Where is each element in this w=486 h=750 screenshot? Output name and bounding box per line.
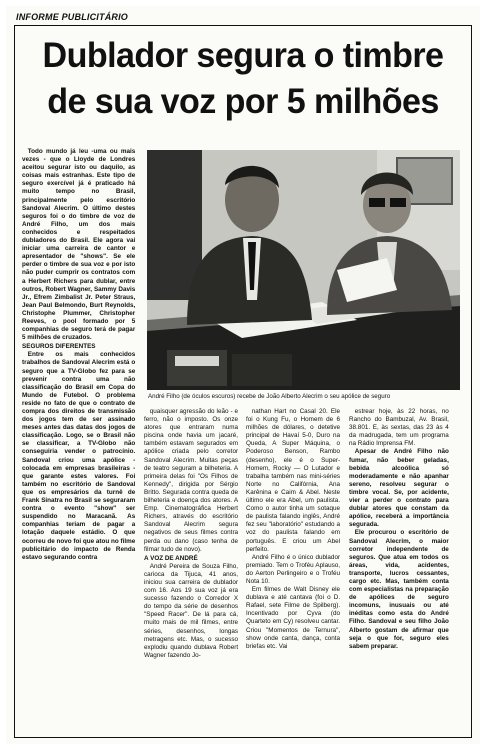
photo-caption: André Filho (de óculos escuros) recebe de João Alberto Alecrim o seu apólice de seguro [148,393,391,400]
section-tag: INFORME PUBLICITÁRIO [16,12,128,22]
subhead-voz: A VOZ DE ANDRÉ [144,554,198,562]
paragraph-estreia: estrear hoje, às 22 horas, no Rancho do Bambuzal, Av. Brasil, 38.801. E, às sextas, das 23 às 4 da madrugada, tem um programa na Rádio Imprensa FM. [349,408,449,448]
column-1 [22,148,135,730]
paragraph-seguros: Entre os mais conhecidos trabalhos de Sandoval Alecrim está o seguro que a TV-Globo fez para se prevenir contra uma não classificação do Brasil em Copa do Mundo de Futebol. O problema reside no fato de que o contrato de compra dos direitos de transmissão dos jogos tem de ser assinado meses antes das datas dos jogos de classificação. Logo, se o Brasil não se classificar, a TV-Globo não conseguiria vender o patrocínio. Sandoval criou uma apólice - colocada em empresas brasileiras - que garante estes valores. Foi também no escritório de Sandoval que os empresários da turnê de Frank Sinatra no Brasil se seguraram contra o evento "show" ser suspendido no Maracanã. As companhias teriam de pagar a lotação daquele estádio. O que ocorreu de novo foi que atou no filme publicitário do impacto de Renda estavo segurando contra [22,351,136,561]
subhead-seguros: SEGUROS DIFERENTES [22,343,96,351]
paragraph-escritorio: Ele procurou o escritório de Sandoval Alecrim, o maior corretor independente de seguros. Que atua em todos os áreas, vida, acidentes, transporte, lucros cessantes, cargo etc. Mas, também conta com especialistas na preparação de apólices de seguro incomuns, inusuais ou até inéditas como esta do André Filho. Sandoval e seu filho João Alberto gostam de afirmar que seja o que for, seguro eles sabem preparar. [349,529,449,650]
intro-paragraph: Todo mundo já leu -uma ou mais vezes - que o Lloyde de Londres aceitou segurar isto ou daquilo, as coisas mais estranhas. Este tipo de seguro exercível já é praticado há muito tempo no Brasil, principalmente pelo escritório Sandoval Alecrim. O último destes seguros foi o do timbre de voz de André Filho, um dos mais conhecidos e respeitados dubladores do Brasil. Ele agora vai iniciar uma carreira de cantor e apresentador de "shows". Se ele perder o timbre de sua voz e por isto não puder cumprir os contratos com a Herbert Richers para dublar, entre outros, Robert Wagner, Sammy Davis Jr., Efrem Zimbalist Jr. Peter Straus, Jean Paul Belmondo, Burt Reynolds, Christophe Plummer, Christopher Reeves, o pool formado por 5 companhias de seguro terá de pagar 5 milhões de cruzados. [22,148,136,342]
column-3 [246,408,340,732]
newspaper-page [6,6,480,744]
headline [29,32,457,124]
headline-line-2: de sua voz por 5 milhões [47,81,439,121]
paragraph-premiado: André Filho é o único dublador premiado. Tem o Troféu Aplauso, do Aerton Perlingeiro e o Troféu Nota 10. [246,553,341,585]
paragraph-timbre: Apesar de André Filho não fumar, não beber geladas, bebida alcoólica só moderadamente e não apanhar sereno, resolveu segurar o timbre vocal. Se, por acidente, vier a perder o contrato para dublar atores que constam da apólice, receberá a importância segurada. [349,448,449,529]
paragraph-disney: Em filmes de Walt Disney ele dublava e até cantava (foi o D. Rafael, sete Filme de Spilberg). Incentivado por Cyva (do Quarteto em Cy) resolveu cantar. Criou "Momentos de Ternura", show onde canta, dança, conta briefas etc. Vai [246,586,341,650]
paragraph-voz: André Pereira de Souza Filho, carioca da Tijuca, 41 anos, iniciou sua carreira de dublador com 16. Aos 19 sua voz já era sucesso fazendo o Corredor X do tempo da série de desenhos "Speed Racer". De lá para cá, muito mais de mil filmes, entre séries, desenhos, longas metragens etc. Mas, o sucesso explodiu quando dublava Robert Wagner fazendo Jo- [144,562,239,659]
column-4 [349,408,449,732]
paragraph-hart: nathan Hart no Casal 20. Ele foi o Kung Fu, o Homem de 6 milhões de dólares, o detetive principal de Havaí 5-0, Duro na Queda, A Super Máquina, o Poderoso Benson, Rambo (desenho), ele é o Super-Homem, Rocky — O Lutador e trabalha também nas mini-séries Norte no Califórnia, Ana Karênina e Caim & Abel. Neste último ele era Abel, um paulista. Como o autor tinha um sotaque de paulista falando inglês, André fez seu "laboratório" estudando a voz do paulista falando em português. E criou um Abel perfeito. [246,408,341,553]
paragraph-leao: quaisquer agressão do leão - e ferro, não o imposto. Os onze atores que entraram numa piscina onde havia um jacaré, também estavam segurados em apólice criada pelo corretor Sandoval Alecrim. Muitas peças de teatro seguram a bilheteria. A primeira delas foi "Os Filhos de Kennedy", dirigida por Sérgio Britto. Segurada contra queda de bilheteria e doença dos atores. A Emp. Cinematográfica Herbert Richers, através do escritório Sandoval Alecrim segura negativos de seus filmes contra perda ou dano (caso tenha de filmar tudo de novo). [144,408,239,553]
column-2 [144,408,238,732]
article-photo [147,150,460,390]
headline-line-1: Dublador segura o timbre [42,35,444,75]
photo-illustration [147,150,460,390]
